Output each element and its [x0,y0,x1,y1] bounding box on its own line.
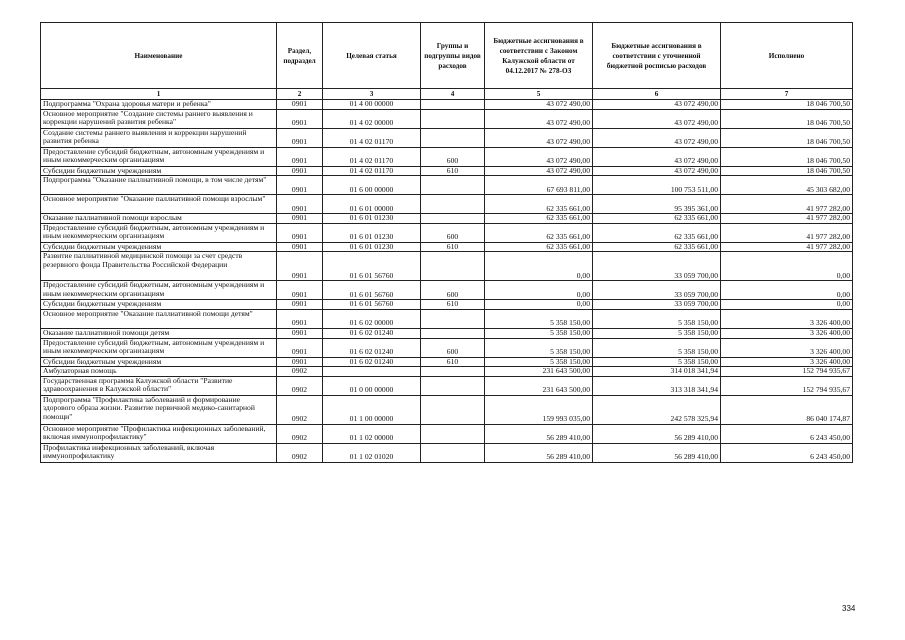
row-target-article: 01 4 02 00000 [323,109,421,128]
table-row [41,424,853,443]
row-section: 0901 [277,100,323,110]
row-target-article: 01 6 01 01230 [323,214,421,224]
row-refined-allocation: 62 335 661,00 [593,242,721,252]
row-refined-allocation: 33 059 700,00 [593,281,721,300]
row-target-article: 01 0 00 00000 [323,376,421,395]
row-refined-allocation: 242 578 325,94 [593,395,721,424]
column-number-row [41,89,853,100]
column-number: 3 [323,89,421,100]
row-law-allocation: 5 358 150,00 [485,357,593,367]
row-target-article: 01 1 02 01020 [323,443,421,462]
row-refined-allocation: 33 059 700,00 [593,300,721,310]
table-row [41,223,853,242]
row-law-allocation: 231 643 500,00 [485,367,593,377]
row-expense-group [421,443,485,462]
row-section: 0901 [277,176,323,195]
row-section: 0902 [277,376,323,395]
row-law-allocation: 159 993 035,00 [485,395,593,424]
row-section: 0901 [277,195,323,214]
table-row [41,338,853,357]
row-executed: 45 303 682,00 [721,176,853,195]
table-row [41,109,853,128]
row-section: 0901 [277,300,323,310]
header-expense-group: Группы и подгруппы видов расходов [421,23,485,89]
row-law-allocation: 0,00 [485,252,593,281]
table-row [41,195,853,214]
table-row [41,395,853,424]
row-section: 0901 [277,281,323,300]
row-name: Предоставление субсидий бюджетным, автономным учреждениям и иным некоммерческим организациям [41,338,277,357]
row-executed: 0,00 [721,300,853,310]
row-law-allocation: 5 358 150,00 [485,309,593,328]
column-number: 7 [721,89,853,100]
row-expense-group: 600 [421,281,485,300]
row-target-article: 01 1 00 00000 [323,395,421,424]
row-refined-allocation: 43 072 490,00 [593,128,721,147]
header-executed: Исполнено [721,23,853,89]
table-row [41,128,853,147]
row-refined-allocation: 43 072 490,00 [593,166,721,176]
row-executed: 6 243 450,00 [721,424,853,443]
row-name: Субсидии бюджетным учреждениям [41,242,277,252]
row-section: 0901 [277,109,323,128]
header-law-allocation: Бюджетные ассигнования в соответствии с Законом Калужской области от 04.12.2017 № 278-ОЗ [485,23,593,89]
row-expense-group [421,109,485,128]
row-expense-group [421,309,485,328]
row-executed: 0,00 [721,252,853,281]
row-name: Предоставление субсидий бюджетным, автономным учреждениям и иным некоммерческим организациям [41,223,277,242]
row-executed: 18 046 700,50 [721,166,853,176]
row-section: 0901 [277,309,323,328]
budget-execution-table [40,22,853,463]
row-expense-group: 600 [421,338,485,357]
row-expense-group: 610 [421,357,485,367]
row-executed: 6 243 450,00 [721,443,853,462]
row-law-allocation: 231 643 500,00 [485,376,593,395]
row-refined-allocation: 313 318 341,94 [593,376,721,395]
row-expense-group [421,367,485,377]
row-law-allocation: 43 072 490,00 [485,128,593,147]
row-law-allocation: 0,00 [485,300,593,310]
row-law-allocation: 5 358 150,00 [485,338,593,357]
row-target-article: 01 1 02 00000 [323,424,421,443]
column-number: 1 [41,89,277,100]
header-target-article: Целевая статья [323,23,421,89]
column-number: 5 [485,89,593,100]
table-row [41,328,853,338]
row-law-allocation: 43 072 490,00 [485,109,593,128]
row-refined-allocation: 5 358 150,00 [593,309,721,328]
row-name: Амбулаторная помощь [41,367,277,377]
row-name: Основное мероприятие "Создание системы раннего выявления и коррекции нарушений развития ребенка" [41,109,277,128]
table-row [41,214,853,224]
row-target-article: 01 4 02 01170 [323,128,421,147]
table-row [41,443,853,462]
header-section: Раздел, подраздел [277,23,323,89]
row-target-article: 01 6 01 00000 [323,195,421,214]
row-name: Основное мероприятие "Оказание паллиативной помощи взрослым" [41,195,277,214]
page-number: 334 [842,604,856,613]
row-law-allocation: 62 335 661,00 [485,195,593,214]
row-law-allocation: 67 693 811,00 [485,176,593,195]
row-target-article: 01 6 01 56760 [323,281,421,300]
row-target-article: 01 6 02 01240 [323,338,421,357]
row-executed: 3 326 400,00 [721,357,853,367]
column-number: 4 [421,89,485,100]
table-row [41,100,853,110]
row-executed: 18 046 700,50 [721,128,853,147]
row-expense-group [421,328,485,338]
row-executed: 3 326 400,00 [721,328,853,338]
row-section: 0901 [277,128,323,147]
row-name: Профилактика инфекционных заболеваний, включая иммунопрофилактику [41,443,277,462]
row-refined-allocation: 95 395 361,00 [593,195,721,214]
row-name: Создание системы раннего выявления и коррекции нарушений развития ребенка [41,128,277,147]
row-law-allocation: 43 072 490,00 [485,147,593,166]
row-refined-allocation: 43 072 490,00 [593,109,721,128]
row-name: Оказание паллиативной помощи взрослым [41,214,277,224]
row-section: 0901 [277,328,323,338]
row-target-article: 01 6 02 01240 [323,328,421,338]
table-row [41,357,853,367]
row-executed: 86 040 174,87 [721,395,853,424]
row-refined-allocation: 5 358 150,00 [593,328,721,338]
row-name: Предоставление субсидий бюджетным, автономным учреждениям и иным некоммерческим организациям [41,281,277,300]
row-name: Предоставление субсидий бюджетным, автономным учреждениям и иным некоммерческим организациям [41,147,277,166]
table-body [41,100,853,463]
row-law-allocation: 0,00 [485,281,593,300]
row-refined-allocation: 56 289 410,00 [593,424,721,443]
row-target-article: 01 6 01 56760 [323,300,421,310]
row-law-allocation: 56 289 410,00 [485,443,593,462]
table-row [41,367,853,377]
row-section: 0902 [277,424,323,443]
row-executed: 41 977 282,00 [721,214,853,224]
row-section: 0902 [277,395,323,424]
row-name: Основное мероприятие "Профилактика инфекционных заболеваний, включая иммунопрофилактику" [41,424,277,443]
row-law-allocation: 56 289 410,00 [485,424,593,443]
row-expense-group: 610 [421,166,485,176]
row-name: Развитие паллиативной медицинской помощи за счет средств резервного фонда Правительства Российской Федерации [41,252,277,281]
row-section: 0901 [277,223,323,242]
row-name: Подпрограмма "Оказание паллиативной помощи, в том числе детям" [41,176,277,195]
row-name: Оказание паллиативной помощи детям [41,328,277,338]
row-name: Субсидии бюджетным учреждениям [41,357,277,367]
row-section: 0902 [277,443,323,462]
row-refined-allocation: 100 753 511,00 [593,176,721,195]
table-row [41,252,853,281]
row-refined-allocation: 56 289 410,00 [593,443,721,462]
row-target-article: 01 6 00 00000 [323,176,421,195]
row-law-allocation: 62 335 661,00 [485,214,593,224]
row-target-article: 01 4 02 01170 [323,147,421,166]
row-expense-group [421,252,485,281]
row-section: 0901 [277,214,323,224]
row-expense-group [421,128,485,147]
row-expense-group [421,424,485,443]
row-section: 0901 [277,252,323,281]
row-section: 0901 [277,338,323,357]
row-refined-allocation: 62 335 661,00 [593,214,721,224]
row-section: 0902 [277,367,323,377]
row-refined-allocation: 43 072 490,00 [593,100,721,110]
row-target-article: 01 6 01 01230 [323,242,421,252]
row-name: Подпрограмма "Профилактика заболеваний и формирование здорового образа жизни. Развитие первичной медико-санитарной помощи" [41,395,277,424]
table-row [41,309,853,328]
table-header-row [41,23,853,89]
row-section: 0901 [277,357,323,367]
row-law-allocation: 43 072 490,00 [485,100,593,110]
row-section: 0901 [277,147,323,166]
row-expense-group: 600 [421,147,485,166]
row-section: 0901 [277,166,323,176]
row-expense-group: 610 [421,242,485,252]
row-target-article: 01 4 00 00000 [323,100,421,110]
row-executed: 18 046 700,50 [721,147,853,166]
row-executed: 41 977 282,00 [721,195,853,214]
row-executed: 3 326 400,00 [721,338,853,357]
header-name: Наименование [41,23,277,89]
row-executed: 18 046 700,50 [721,100,853,110]
row-target-article: 01 6 01 01230 [323,223,421,242]
row-law-allocation: 62 335 661,00 [485,242,593,252]
column-number: 6 [593,89,721,100]
row-refined-allocation: 314 018 341,94 [593,367,721,377]
row-target-article [323,367,421,377]
row-executed: 41 977 282,00 [721,223,853,242]
row-refined-allocation: 5 358 150,00 [593,338,721,357]
row-name: Субсидии бюджетным учреждениям [41,166,277,176]
row-target-article: 01 4 02 01170 [323,166,421,176]
row-name: Субсидии бюджетным учреждениям [41,300,277,310]
row-target-article: 01 6 01 56760 [323,252,421,281]
row-expense-group: 600 [421,223,485,242]
row-refined-allocation: 43 072 490,00 [593,147,721,166]
row-law-allocation: 5 358 150,00 [485,328,593,338]
row-section: 0901 [277,242,323,252]
row-executed: 0,00 [721,281,853,300]
header-refined-allocation: Бюджетные ассигнования в соответствии с уточненной бюджетной росписью расходов [593,23,721,89]
row-name: Основное мероприятие "Оказание паллиативной помощи детям" [41,309,277,328]
row-target-article: 01 6 02 00000 [323,309,421,328]
row-law-allocation: 62 335 661,00 [485,223,593,242]
budget-table-sheet [40,22,852,463]
row-executed: 152 794 935,67 [721,367,853,377]
table-row [41,281,853,300]
row-expense-group [421,395,485,424]
row-expense-group [421,100,485,110]
row-name: Подпрограмма "Охрана здоровья матери и ребенка" [41,100,277,110]
row-expense-group [421,195,485,214]
table-row [41,147,853,166]
row-executed: 3 326 400,00 [721,309,853,328]
row-refined-allocation: 62 335 661,00 [593,223,721,242]
table-row [41,176,853,195]
row-executed: 152 794 935,67 [721,376,853,395]
row-expense-group: 610 [421,300,485,310]
column-number: 2 [277,89,323,100]
row-refined-allocation: 33 059 700,00 [593,252,721,281]
row-executed: 18 046 700,50 [721,109,853,128]
row-name: Государственная программа Калужской области "Развитие здравоохранения в Калужской области" [41,376,277,395]
row-target-article: 01 6 02 01240 [323,357,421,367]
row-expense-group [421,176,485,195]
row-expense-group [421,214,485,224]
row-refined-allocation: 5 358 150,00 [593,357,721,367]
row-expense-group [421,376,485,395]
row-executed: 41 977 282,00 [721,242,853,252]
row-law-allocation: 43 072 490,00 [485,166,593,176]
table-row [41,376,853,395]
